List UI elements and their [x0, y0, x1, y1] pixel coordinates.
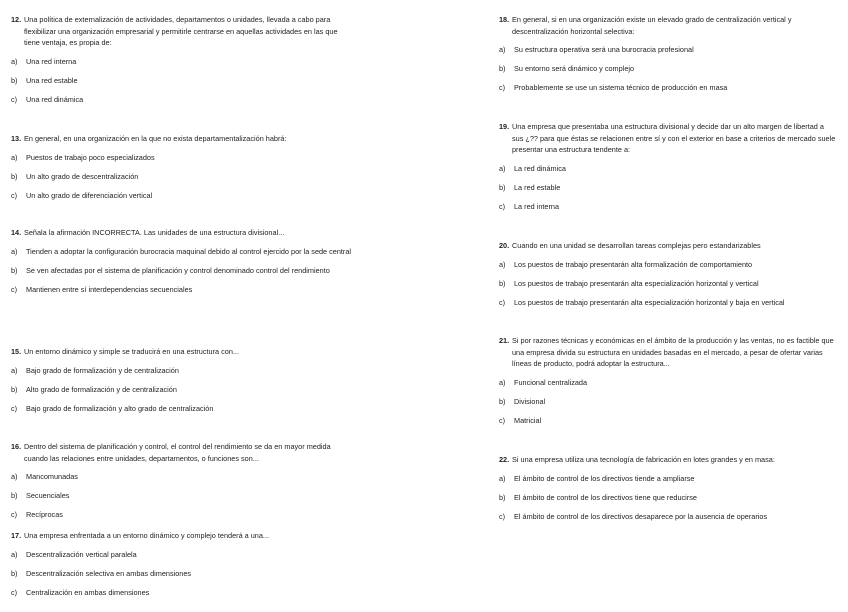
answer-options	[11, 365, 356, 415]
question-15	[11, 346, 356, 414]
option-letter: b)	[499, 64, 506, 73]
answer-options	[499, 473, 837, 523]
answer-option-a[interactable]	[499, 259, 837, 271]
option-letter: a)	[499, 163, 506, 173]
option-letter: c)	[11, 587, 18, 597]
option-text: Un alto grado de diferenciación vertical	[26, 190, 153, 200]
question-number: 21.	[499, 336, 510, 345]
answer-option-c[interactable]	[499, 511, 837, 523]
answer-option-b[interactable]	[11, 568, 356, 580]
option-letter: b)	[11, 491, 18, 500]
question-number: 17.	[11, 531, 22, 540]
question-text: Cuando en una unidad se desarrollan tareas complejas pero estandarizables	[512, 241, 761, 250]
question-number: 15.	[11, 347, 22, 356]
question-stem	[499, 454, 837, 466]
question-number: 14.	[11, 228, 22, 237]
option-letter: c)	[499, 297, 506, 307]
option-text: El ámbito de control de los directivos desaparece por la ausencia de operarios	[514, 511, 768, 521]
answer-option-b[interactable]	[11, 384, 356, 396]
option-text: Un alto grado de descentralización	[26, 171, 139, 181]
question-12	[11, 14, 351, 105]
question-number: 18.	[499, 15, 510, 24]
question-16	[11, 441, 356, 521]
answer-option-b[interactable]	[499, 182, 837, 194]
option-letter: a)	[499, 473, 506, 483]
question-text: Una empresa enfrentada a un entorno dinámico y complejo tenderá a una...	[24, 531, 270, 540]
option-letter: a)	[499, 45, 506, 54]
answer-option-a[interactable]	[11, 246, 356, 258]
answer-option-c[interactable]	[499, 415, 837, 427]
question-stem	[11, 227, 356, 239]
answer-options	[499, 259, 837, 309]
option-text: Funcional centralizada	[514, 377, 588, 387]
question-17	[11, 530, 356, 598]
question-text: Un entorno dinámico y simple se traducirá en una estructura con...	[24, 347, 239, 356]
question-number: 22.	[499, 455, 510, 464]
option-text: El ámbito de control de los directivos tiene que reducirse	[514, 492, 697, 502]
answer-options	[499, 44, 837, 94]
option-text: La red estable	[514, 182, 561, 192]
answer-option-c[interactable]	[11, 94, 351, 106]
answer-option-b[interactable]	[499, 396, 837, 408]
answer-option-a[interactable]	[11, 471, 356, 483]
answer-option-c[interactable]	[11, 403, 356, 415]
option-text: Recíprocas	[26, 510, 63, 519]
answer-option-b[interactable]	[11, 171, 356, 183]
option-text: Una red interna	[26, 56, 77, 66]
option-text: Secuenciales	[26, 491, 70, 500]
option-text: Centralización en ambas dimensiones	[26, 587, 150, 597]
answer-options	[11, 549, 356, 599]
answer-option-a[interactable]	[11, 365, 356, 377]
option-letter: a)	[11, 365, 18, 375]
answer-options	[499, 163, 837, 213]
question-stem	[11, 133, 356, 145]
option-letter: b)	[11, 568, 18, 578]
answer-option-c[interactable]	[11, 587, 356, 599]
option-text: Su entorno será dinámico y complejo	[514, 64, 635, 73]
question-text: Si una empresa utiliza una tecnología de fabricación en lotes grandes y en masa:	[512, 455, 775, 464]
option-letter: b)	[499, 278, 506, 288]
question-20	[499, 240, 837, 308]
option-text: Mantienen entre sí interdependencias secuenciales	[26, 284, 193, 294]
question-19	[499, 121, 837, 212]
answer-option-a[interactable]	[11, 152, 356, 164]
option-text: Bajo grado de formalización y alto grado de centralización	[26, 403, 214, 413]
option-text: Tienden a adoptar la configuración burocracia maquinal debido al control ejercido por la sede central	[26, 246, 352, 256]
option-text: Descentralización selectiva en ambas dimensiones	[26, 568, 192, 578]
answer-option-a[interactable]	[499, 377, 837, 389]
option-letter: c)	[11, 94, 18, 104]
question-number: 13.	[11, 134, 22, 143]
question-stem	[499, 240, 837, 252]
answer-option-c[interactable]	[499, 201, 837, 213]
option-text: La red dinámica	[514, 163, 566, 173]
option-letter: a)	[11, 549, 18, 559]
answer-option-b[interactable]	[499, 492, 837, 504]
answer-option-a[interactable]	[11, 549, 356, 561]
question-stem	[11, 346, 356, 358]
option-text: Mancomunadas	[26, 472, 78, 481]
option-letter: c)	[499, 83, 506, 92]
question-number: 12.	[11, 15, 22, 24]
question-stem	[499, 14, 837, 37]
answer-option-a[interactable]	[499, 44, 837, 56]
option-letter: b)	[11, 384, 18, 394]
question-text: Una empresa que presentaba una estructura divisional y decide dar un alto margen de libertad a sus ¿?? para que éstas se relacionen entre sí y con el exterior en base a criterios de mercado suele presentar una estructura tendente a:	[512, 122, 836, 154]
option-text: Bajo grado de formalización y de centralización	[26, 365, 179, 375]
answer-option-c[interactable]	[11, 284, 356, 296]
question-text: En general, en una organización en la que no exista departamentalización habrá:	[24, 134, 287, 143]
answer-option-c[interactable]	[499, 297, 837, 309]
option-letter: b)	[11, 75, 18, 85]
option-letter: a)	[11, 56, 18, 66]
question-13	[11, 133, 356, 201]
option-text: Los puestos de trabajo presentarán alta especialización horizontal y baja en vertical	[514, 297, 785, 307]
option-text: La red interna	[514, 201, 560, 211]
option-letter: b)	[11, 265, 18, 275]
question-stem	[11, 14, 351, 49]
answer-options	[11, 246, 356, 296]
option-letter: b)	[499, 182, 506, 192]
question-text: Si por razones técnicas y económicas en el ámbito de la producción y las ventas, no es factible que una empresa divida su estructura en unidades basadas en el mercado, a pesar de ofertar varias líneas de producto, podrá adoptar la estructura...	[512, 336, 834, 368]
option-text: Una red dinámica	[26, 94, 84, 104]
answer-option-c[interactable]	[11, 190, 356, 202]
answer-options	[11, 471, 356, 521]
answer-option-a[interactable]	[499, 163, 837, 175]
option-text: Matricial	[514, 415, 542, 425]
option-letter: c)	[499, 511, 506, 521]
question-22	[499, 454, 837, 522]
option-text: Se ven afectadas por el sistema de planificación y control denominado control del rendimiento	[26, 265, 330, 275]
answer-option-a[interactable]	[499, 473, 837, 485]
answer-option-b[interactable]	[11, 490, 356, 502]
option-text: Su estructura operativa será una burocracia profesional	[514, 45, 694, 54]
option-letter: b)	[11, 171, 18, 181]
option-letter: c)	[11, 403, 18, 413]
question-text: Dentro del sistema de planificación y control, el control del rendimiento se da en mayor medida cuando las relaciones entre unidades, departamentos, o funciones son...	[24, 442, 331, 463]
option-text: Descentralización vertical paralela	[26, 549, 137, 559]
question-18	[499, 14, 837, 94]
answer-option-b[interactable]	[11, 75, 351, 87]
option-letter: a)	[11, 246, 18, 256]
answer-options	[11, 56, 351, 106]
answer-options	[499, 377, 837, 427]
answer-option-b[interactable]	[499, 278, 837, 290]
option-text: Una red estable	[26, 75, 78, 85]
option-text: Puestos de trabajo poco especializados	[26, 152, 155, 162]
answer-option-a[interactable]	[11, 56, 351, 68]
question-text: Señala la afirmación INCORRECTA. Las unidades de una estructura divisional...	[24, 228, 285, 237]
option-letter: c)	[11, 510, 18, 519]
question-number: 16.	[11, 442, 22, 451]
answer-option-b[interactable]	[11, 265, 356, 277]
option-letter: c)	[11, 190, 18, 200]
option-letter: b)	[499, 396, 506, 406]
question-stem	[499, 335, 837, 370]
option-letter: a)	[499, 259, 506, 269]
option-text: Probablemente se use un sistema técnico de producción en masa	[514, 83, 728, 92]
question-number: 19.	[499, 122, 510, 131]
question-14	[11, 227, 356, 295]
option-letter: b)	[499, 492, 506, 502]
answer-option-c[interactable]	[499, 82, 837, 94]
option-text: Divisional	[514, 396, 546, 406]
question-21	[499, 335, 837, 426]
option-letter: c)	[11, 284, 18, 294]
option-text: Los puestos de trabajo presentarán alta especialización horizontal y vertical	[514, 278, 759, 288]
option-letter: a)	[499, 377, 506, 387]
question-text: Una política de externalización de actividades, departamentos o unidades, llevada a cabo para flexibilizar una organización empresarial y permitirle centrarse en aquellas actividades en las que tiene ventaja, es propia de:	[24, 15, 338, 47]
question-text: En general, si en una organización existe un elevado grado de centralización vertical y descentralización horizontal selectiva:	[512, 15, 792, 36]
option-letter: a)	[11, 152, 18, 162]
option-letter: a)	[11, 472, 18, 481]
option-letter: c)	[499, 415, 506, 425]
option-text: Alto grado de formalización y de centralización	[26, 384, 177, 394]
answer-option-c[interactable]	[11, 509, 356, 521]
answer-options	[11, 152, 356, 202]
option-text: Los puestos de trabajo presentarán alta formalización de comportamiento	[514, 259, 753, 269]
question-number: 20.	[499, 241, 510, 250]
option-letter: c)	[499, 201, 506, 211]
answer-option-b[interactable]	[499, 63, 837, 75]
question-stem	[11, 530, 356, 542]
question-stem	[11, 441, 356, 464]
question-stem	[499, 121, 837, 156]
option-text: El ámbito de control de los directivos tiende a ampliarse	[514, 473, 695, 483]
